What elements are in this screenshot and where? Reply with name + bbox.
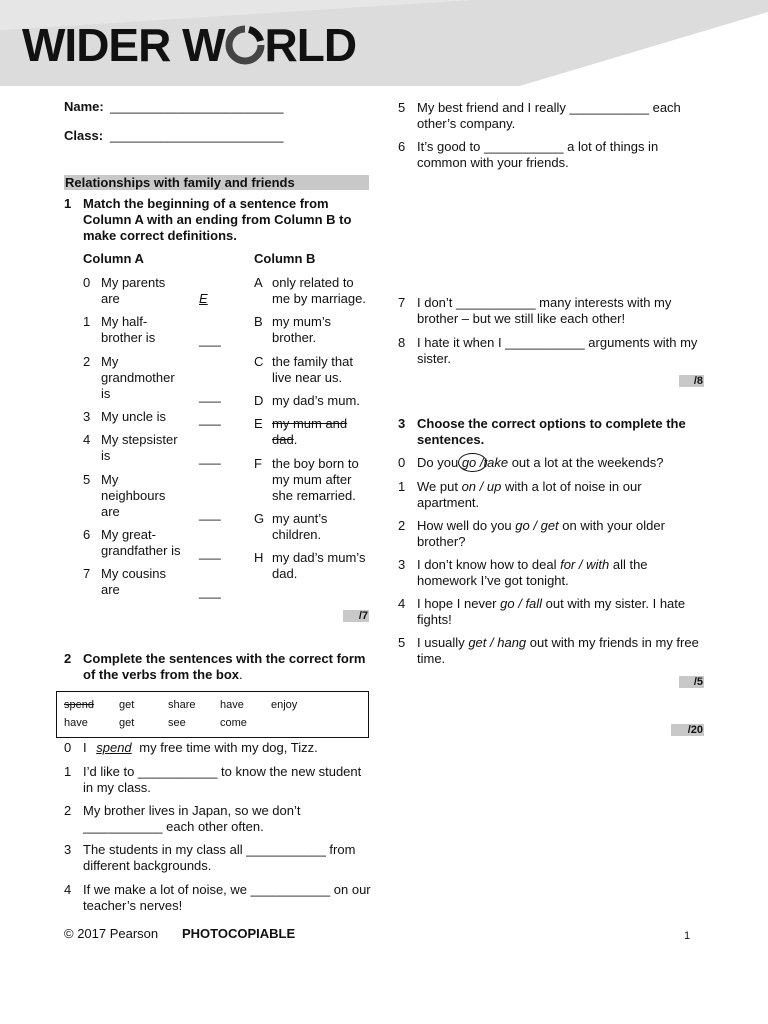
- footer-copyright: © 2017 Pearson: [64, 926, 159, 941]
- ex3-item-line2: fights!: [417, 612, 452, 627]
- box-word: have: [220, 699, 244, 711]
- ex2-item-line2: in my class.: [83, 780, 151, 795]
- ex3-score: /5: [679, 676, 704, 688]
- col-b-letter: G: [254, 511, 265, 526]
- ex2-item-line1[interactable]: I hate it when I ___________ arguments with my: [417, 335, 698, 350]
- col-a-answer-blank[interactable]: ___: [199, 450, 221, 465]
- ex3-item-line1: [417, 518, 665, 534]
- col-a-number: 6: [83, 527, 91, 542]
- page-number: 1: [684, 930, 691, 942]
- name-field[interactable]: ________________________: [110, 99, 284, 114]
- ex1-score: /7: [343, 610, 369, 622]
- ex3-pre: Do you: [417, 455, 462, 470]
- col-a-text: My grandmother is: [101, 354, 175, 401]
- ex2-item-number: 4: [64, 882, 72, 897]
- ex2-instruction-period: .: [239, 667, 243, 682]
- ex3-option-2[interactable]: with: [586, 557, 610, 572]
- ex1-col-b-header: Column B: [254, 251, 316, 266]
- box-word: get: [119, 717, 135, 729]
- ex3-instruction: Choose the correct options to complete the sentences.: [417, 416, 686, 447]
- name-label: Name:: [64, 99, 104, 114]
- ex2-item-line2: different backgrounds.: [83, 858, 212, 873]
- logo-ring-icon: [225, 25, 265, 65]
- col-b-text: my dad’s mum’s dad.: [272, 550, 366, 581]
- col-b-letter: C: [254, 354, 264, 369]
- col-b-letter: E: [254, 416, 263, 431]
- ex3-option-1[interactable]: get: [468, 635, 487, 650]
- ex3-post: all the: [609, 557, 648, 572]
- class-label: Class:: [64, 128, 104, 143]
- col-b-text: the family that live near us.: [272, 354, 353, 385]
- col-a-text: My cousins are: [101, 566, 167, 597]
- col-b-text: my aunt’s children.: [272, 511, 328, 542]
- box-word: get: [119, 699, 135, 711]
- ex3-item-line1: [417, 635, 699, 651]
- ex2-item-line1[interactable]: If we make a lot of noise, we ___________ on our: [83, 882, 371, 897]
- col-a-text: My half-brother is: [101, 314, 156, 345]
- ex3-post: with a lot of noise in our: [501, 479, 642, 494]
- ex3-option-circled[interactable]: [462, 455, 484, 471]
- ex2-item-number: 7: [398, 295, 406, 310]
- ex2-item-line2: brother – but we still like each other!: [417, 311, 626, 326]
- col-b-letter: F: [254, 456, 262, 471]
- ex3-option-sep: /: [476, 455, 484, 470]
- box-word: share: [168, 699, 196, 711]
- ex3-item-number: 1: [398, 479, 406, 494]
- ex2-item-line2: other’s company.: [417, 116, 516, 131]
- ex2-item-line1: My brother lives in Japan, so we don’t: [83, 803, 301, 818]
- ex3-option-1[interactable]: go: [461, 455, 477, 470]
- col-a-text: My stepsister is: [101, 432, 178, 463]
- ex3-item-line1: [417, 596, 685, 612]
- ex3-item-number: 5: [398, 635, 406, 650]
- ex2-score: /8: [679, 375, 704, 387]
- col-a-number: 1: [83, 314, 91, 329]
- ex3-option-1[interactable]: go: [500, 596, 515, 611]
- col-a-number: 7: [83, 566, 91, 581]
- ex3-option-sep: /: [575, 557, 587, 572]
- ex3-option-2[interactable]: take: [483, 455, 509, 470]
- col-b-text: [272, 416, 362, 448]
- ex2-item-number: 5: [398, 100, 406, 115]
- col-b-letter: B: [254, 314, 263, 329]
- ex2-item-number: 3: [64, 842, 72, 857]
- ex3-item-line2: time.: [417, 651, 446, 666]
- ex2-item-line1[interactable]: The students in my class all ___________ from: [83, 842, 356, 857]
- col-b-text-crossed: my mum and dad: [272, 416, 348, 447]
- ex2-item-number: 8: [398, 335, 406, 350]
- ex2-item-line1[interactable]: I’d like to ___________ to know the new student: [83, 764, 362, 779]
- col-a-answer-blank[interactable]: ___: [199, 411, 221, 426]
- ex3-pre: We put: [417, 479, 462, 494]
- header-banner: [0, 0, 768, 86]
- ex3-pre: I don’t know how to deal: [417, 557, 561, 572]
- col-b-text: the boy born to my mum after she remarried.: [272, 456, 359, 503]
- col-a-answer-blank[interactable]: ___: [199, 388, 221, 403]
- col-b-text: my mum’s brother.: [272, 314, 331, 345]
- col-b-letter: A: [254, 275, 263, 290]
- ex3-pre: How well do you: [417, 518, 516, 533]
- col-b-text-period: .: [293, 432, 298, 447]
- box-word: enjoy: [271, 699, 298, 711]
- col-a-answer-blank[interactable]: ___: [199, 545, 221, 560]
- ex3-item-line1: [417, 557, 648, 573]
- ex2-item-line1[interactable]: I don’t ___________ many interests with my: [417, 295, 672, 310]
- ex3-option-sep: /: [476, 479, 487, 494]
- ex2-item-number: 6: [398, 139, 406, 154]
- ex1-number: 1: [64, 196, 72, 211]
- ex3-option-2[interactable]: fall: [525, 596, 543, 611]
- section-title: Relationships with family and friends: [64, 175, 369, 190]
- col-b-text: my dad’s mum.: [272, 393, 360, 408]
- box-word: have: [64, 717, 88, 729]
- col-a-answer-blank[interactable]: ___: [199, 584, 221, 599]
- col-b-letter: H: [254, 550, 264, 565]
- ex2-item-line2: common with your friends.: [417, 155, 569, 170]
- box-word: see: [168, 717, 186, 729]
- col-a-answer-blank[interactable]: ___: [199, 332, 221, 347]
- col-a-answer: E: [199, 291, 208, 306]
- ex3-item-number: 4: [398, 596, 406, 611]
- ex2-item-post: my free time with my dog, Tizz.: [135, 740, 318, 755]
- ex3-option-1[interactable]: on: [461, 479, 477, 494]
- ex2-item-pre: I: [83, 740, 91, 755]
- ex2-item-line1[interactable]: My best friend and I really ___________ each: [417, 100, 681, 115]
- ex2-item-number: 1: [64, 764, 72, 779]
- ex3-pre: I hope I never: [417, 596, 501, 611]
- ex3-item-number: 0: [398, 455, 406, 470]
- ex3-item-line2: apartment.: [417, 495, 480, 510]
- col-a-number: 5: [83, 472, 91, 487]
- footer-photocopiable: PHOTOCOPIABLE: [182, 926, 296, 941]
- col-a-text: My neighbours are: [101, 472, 166, 519]
- ex3-option-1[interactable]: for: [560, 557, 576, 572]
- ex3-item-number: 2: [398, 518, 406, 533]
- ex3-number: 3: [398, 416, 406, 431]
- logo-text-right: RLD: [264, 19, 357, 71]
- logo-o: [225, 24, 265, 64]
- col-a-number: 0: [83, 275, 91, 290]
- ex2-instruction: [83, 651, 368, 683]
- answer-circle-icon: [458, 453, 487, 472]
- ex3-post: on with your older: [558, 518, 665, 533]
- ex3-option-sep: /: [514, 596, 526, 611]
- ex3-item-line1: [417, 479, 642, 495]
- ex2-instruction-text: Complete the sentences with the correct form of the verbs from the box: [83, 651, 366, 682]
- ex1-col-a-header: Column A: [83, 251, 144, 266]
- box-word: come: [220, 717, 247, 729]
- class-field[interactable]: ________________________: [110, 128, 284, 143]
- ex3-item-line1: [417, 455, 663, 471]
- ex2-item-number: 2: [64, 803, 72, 818]
- ex2-word-box: [56, 691, 369, 738]
- col-b-letter: D: [254, 393, 264, 408]
- ex2-item-number: 0: [64, 740, 72, 755]
- logo: [22, 20, 356, 70]
- ex2-item-text: [83, 740, 318, 756]
- ex3-option-2[interactable]: hang: [497, 635, 527, 650]
- ex3-option-2[interactable]: get: [540, 518, 559, 533]
- col-b-text: only related to me by marriage.: [272, 275, 366, 306]
- col-a-text: My uncle is: [101, 409, 167, 424]
- col-a-number: 3: [83, 409, 91, 424]
- ex3-post: out with my sister. I hate: [542, 596, 686, 611]
- col-a-number: 2: [83, 354, 91, 369]
- ex2-item-line2: teacher’s nerves!: [83, 898, 183, 913]
- logo-text-left: WIDER W: [22, 19, 225, 71]
- ex2-number: 2: [64, 651, 72, 666]
- box-word: spend: [64, 699, 94, 711]
- ex3-pre: I usually: [417, 635, 469, 650]
- total-score: /20: [671, 724, 704, 736]
- ex3-item-line2: brother?: [417, 534, 466, 549]
- ex2-item-line1[interactable]: It’s good to ___________ a lot of things in: [417, 139, 659, 154]
- ex3-post: out a lot at the weekends?: [508, 455, 664, 470]
- ex1-instruction: Match the beginning of a sentence from Column A with an ending from Column B to make correct definitions.: [83, 196, 352, 243]
- ex3-option-sep: /: [486, 635, 498, 650]
- ex3-option-sep: /: [529, 518, 541, 533]
- col-a-text: My parents are: [101, 275, 166, 306]
- ex3-option-2[interactable]: up: [486, 479, 502, 494]
- ex3-option-1[interactable]: go: [515, 518, 530, 533]
- ex3-post: out with my friends in my free: [526, 635, 699, 650]
- ex2-item-line2: sister.: [417, 351, 451, 366]
- col-a-answer-blank[interactable]: ___: [199, 506, 221, 521]
- col-a-number: 4: [83, 432, 91, 447]
- ex2-item-answer: spend: [96, 740, 132, 755]
- ex3-item-line2: homework I’ve got tonight.: [417, 573, 569, 588]
- ex2-item-line2[interactable]: ___________ each other often.: [83, 819, 264, 834]
- col-a-text: My great-grandfather is: [101, 527, 181, 558]
- ex3-item-number: 3: [398, 557, 406, 572]
